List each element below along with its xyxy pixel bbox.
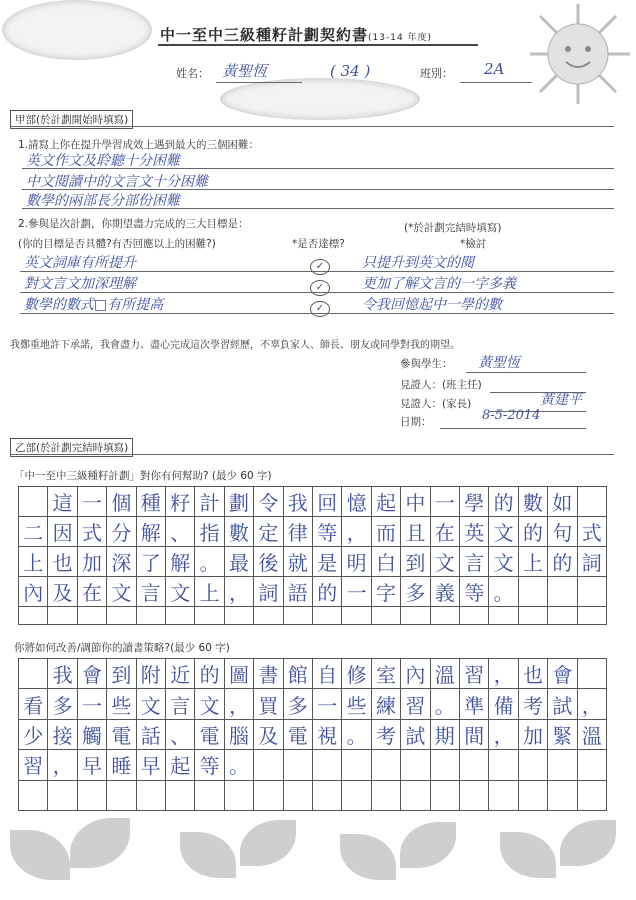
grid-cell <box>166 781 195 811</box>
grid-cell: 加 <box>78 547 107 577</box>
grid-cell: 的 <box>195 659 224 689</box>
grid-cell: 明 <box>342 547 371 577</box>
grid-cell: 的 <box>519 517 548 547</box>
part-a-heading: 甲部(於計劃開始時填寫) <box>10 110 133 129</box>
grid-cell: 多 <box>48 689 77 719</box>
grid-cell <box>78 607 107 625</box>
grid-cell: 言 <box>460 547 489 577</box>
grid-cell: 考 <box>372 720 401 750</box>
grid-cell <box>460 607 489 625</box>
grid-cell <box>254 781 283 811</box>
grid-cell <box>284 607 313 625</box>
grid-cell: 到 <box>107 659 136 689</box>
grid-cell: 。 <box>195 547 224 577</box>
grid-cell: 字 <box>372 577 401 607</box>
grid-cell: 也 <box>519 659 548 689</box>
grid-cell: 多 <box>401 577 430 607</box>
grid-cell: 句 <box>548 517 577 547</box>
checkmark-icon: ✓ <box>310 301 330 317</box>
grid-cell: 也 <box>48 547 77 577</box>
cloud-decoration-left <box>2 0 152 60</box>
grid-cell: 憶 <box>342 487 371 517</box>
grid-cell: 詞 <box>578 547 607 577</box>
grid-cell: 內 <box>19 577 48 607</box>
grid-cell: 上 <box>195 577 224 607</box>
checkmark-icon: ✓ <box>310 280 330 296</box>
leaf-decoration <box>400 822 456 868</box>
grid-cell <box>548 577 577 607</box>
grid-cell: 睡 <box>107 750 136 780</box>
title-text: 中一至中三級種籽計劃契約書 <box>160 26 369 44</box>
leaf-decoration <box>340 834 396 880</box>
grid-cell: 二 <box>19 517 48 547</box>
grid-cell <box>460 781 489 811</box>
grid-cell: 就 <box>284 547 313 577</box>
grid-cell <box>19 487 48 517</box>
grid-cell: 英 <box>460 517 489 547</box>
grid-cell: 律 <box>284 517 313 547</box>
grid-cell: 早 <box>78 750 107 780</box>
leaf-decoration <box>240 820 296 866</box>
grid-cell: 。 <box>225 750 254 780</box>
grid-cell: 近 <box>166 659 195 689</box>
goal-3: 數學的數式□有所提高 <box>24 297 164 313</box>
grid-cell: 內 <box>401 659 430 689</box>
grid-cell: 習 <box>401 689 430 719</box>
grid-cell <box>401 750 430 780</box>
grid-cell <box>372 750 401 780</box>
grid-cell: 種 <box>137 487 166 517</box>
grid-cell: 期 <box>431 720 460 750</box>
q2-label: 2.參與是次計劃，你期望盡力完成的三大目標是： <box>18 218 249 230</box>
grid-cell: 及 <box>254 720 283 750</box>
grid-cell <box>372 781 401 811</box>
goal-3-review: 令我回憶起中一學的數 <box>362 297 502 313</box>
grid-cell <box>254 750 283 780</box>
goal-2-review: 更加了解文言的一字多義 <box>362 276 516 292</box>
grid-cell: 溫 <box>578 720 607 750</box>
difficulty-3: 數學的兩部長分部份困難 <box>26 193 180 209</box>
grid-cell: 起 <box>372 487 401 517</box>
grid-cell <box>313 750 342 780</box>
grid-cell <box>548 750 577 780</box>
grid-cell <box>195 607 224 625</box>
grid-cell: 解 <box>166 547 195 577</box>
grid-cell: 文 <box>137 689 166 719</box>
grid-cell: ， <box>225 577 254 607</box>
date-label: 日期： <box>400 416 432 428</box>
grid-cell: 緊 <box>548 720 577 750</box>
grid-cell <box>578 577 607 607</box>
grid-cell: 這 <box>48 487 77 517</box>
grid-cell <box>548 781 577 811</box>
grid-cell: 文 <box>489 517 518 547</box>
grid-cell: 腦 <box>225 720 254 750</box>
grid-cell: ， <box>489 659 518 689</box>
grid-cell <box>19 659 48 689</box>
grid-cell: 圖 <box>225 659 254 689</box>
grid-cell: 電 <box>284 720 313 750</box>
year-note: (13-14 年度) <box>368 33 433 43</box>
grid-cell <box>548 607 577 625</box>
grid-cell: 會 <box>548 659 577 689</box>
grid-cell: 計 <box>195 487 224 517</box>
student-sign-label: 參與學生： <box>400 358 453 370</box>
grid-cell: 室 <box>372 659 401 689</box>
grid-cell: 早 <box>137 750 166 780</box>
grid-cell <box>107 607 136 625</box>
grid-cell: ， <box>48 750 77 780</box>
grid-cell: 一 <box>313 689 342 719</box>
grid-cell: 白 <box>372 547 401 577</box>
grid-cell: 一 <box>78 689 107 719</box>
leaf-decoration <box>70 818 130 868</box>
grid-cell: ， <box>578 689 607 719</box>
grid-cell: 數 <box>519 487 548 517</box>
q2-note: (*於計劃完結時填寫) <box>404 222 502 234</box>
grid-cell: 義 <box>431 577 460 607</box>
grid-cell: 指 <box>195 517 224 547</box>
grid-cell: 加 <box>519 720 548 750</box>
answer-grid-2 <box>18 658 607 811</box>
student-signature: 黃聖恆 <box>478 355 520 371</box>
leaf-decoration <box>10 830 70 880</box>
witness-teacher-label: 見證人：(班主任) <box>400 379 482 391</box>
grid-cell <box>460 750 489 780</box>
q2-sub: (你的目標是否具體?有否回應以上的困難?) <box>18 238 216 250</box>
leaf-decoration <box>180 832 236 878</box>
grid-cell: 定 <box>254 517 283 547</box>
grid-cell <box>48 781 77 811</box>
grid-cell: 等 <box>195 750 224 780</box>
grid-cell <box>19 607 48 625</box>
grid-cell <box>489 607 518 625</box>
grid-cell: 言 <box>137 577 166 607</box>
grid-cell: 備 <box>489 689 518 719</box>
grid-cell <box>107 781 136 811</box>
grid-cell: 上 <box>19 547 48 577</box>
part-b-q2-label: 你將如何改善/調節你的讀書策略?(最少 60 字) <box>14 642 230 654</box>
grid-cell: 及 <box>48 577 77 607</box>
student-number: ( 34 ) <box>330 62 371 80</box>
grid-cell: 自 <box>313 659 342 689</box>
grid-cell: 視 <box>313 720 342 750</box>
grid-cell: 回 <box>313 487 342 517</box>
grid-cell: 觸 <box>78 720 107 750</box>
goal-2: 對文言文加深理解 <box>24 276 136 292</box>
grid-cell <box>254 607 283 625</box>
grid-cell: 話 <box>137 720 166 750</box>
difficulty-1: 英文作文及聆聽十分困難 <box>26 153 180 169</box>
grid-cell: 文 <box>195 689 224 719</box>
grid-cell: 的 <box>313 577 342 607</box>
grid-cell: 分 <box>107 517 136 547</box>
grid-cell: 的 <box>489 487 518 517</box>
grid-cell <box>284 781 313 811</box>
grid-cell <box>225 781 254 811</box>
goal-row-3 <box>20 294 614 314</box>
grid-cell <box>519 607 548 625</box>
grid-cell: 在 <box>431 517 460 547</box>
grid-cell: 。 <box>431 689 460 719</box>
grid-cell <box>48 607 77 625</box>
grid-cell: 在 <box>78 577 107 607</box>
grid-cell: 附 <box>137 659 166 689</box>
grid-cell: 試 <box>548 689 577 719</box>
witness-parent-label: 見證人：(家長) <box>400 398 472 410</box>
grid-cell: 的 <box>548 547 577 577</box>
grid-cell: 電 <box>107 720 136 750</box>
grid-cell: 是 <box>313 547 342 577</box>
grid-cell: 一 <box>78 487 107 517</box>
grid-cell: 籽 <box>166 487 195 517</box>
grid-cell: 些 <box>107 689 136 719</box>
difficulty-2: 中文閱讀中的文言文十分困難 <box>26 174 208 190</box>
class-label: 班別： <box>420 67 453 80</box>
part-b-heading: 乙部(於計劃完結時填寫) <box>10 438 133 457</box>
grid-cell: 如 <box>548 487 577 517</box>
grid-cell: 到 <box>401 547 430 577</box>
grid-cell: 而 <box>372 517 401 547</box>
grid-cell: 間 <box>460 720 489 750</box>
grid-cell: 式 <box>78 517 107 547</box>
answer-grid-1 <box>18 486 607 625</box>
grid-cell: 深 <box>107 547 136 577</box>
grid-cell: 、 <box>166 720 195 750</box>
grid-cell <box>137 607 166 625</box>
grid-cell: 電 <box>195 720 224 750</box>
grid-cell <box>342 607 371 625</box>
grid-cell <box>166 607 195 625</box>
grid-cell: 文 <box>431 547 460 577</box>
grid-cell: 我 <box>284 487 313 517</box>
grid-cell <box>195 781 224 811</box>
grid-cell: 解 <box>137 517 166 547</box>
grid-cell: 看 <box>19 689 48 719</box>
grid-cell: 令 <box>254 487 283 517</box>
grid-cell: 一 <box>431 487 460 517</box>
grid-cell: 了 <box>137 547 166 577</box>
pledge-statement: 我鄭重地許下承諾，我會盡力、盡心完成這次學習經歷，不辜負家人、師長、朋友或同學對我的期望。 <box>10 340 460 351</box>
grid-cell: 語 <box>284 577 313 607</box>
sun-icon <box>520 2 636 106</box>
name-value: 黃聖恆 <box>222 62 268 80</box>
grid-cell: 文 <box>489 547 518 577</box>
grid-cell <box>578 607 607 625</box>
grid-cell: 最 <box>225 547 254 577</box>
cloud-decoration-mid <box>220 78 420 120</box>
grid-cell: 練 <box>372 689 401 719</box>
grid-cell <box>137 781 166 811</box>
grid-cell <box>284 750 313 780</box>
grid-cell: ， <box>225 689 254 719</box>
grid-cell: 因 <box>48 517 77 547</box>
grid-cell <box>372 607 401 625</box>
goal-1: 英文詞庫有所提升 <box>24 255 136 271</box>
grid-cell: 接 <box>48 720 77 750</box>
grid-cell: 言 <box>166 689 195 719</box>
grid-cell: ， <box>342 517 371 547</box>
grid-cell: 館 <box>284 659 313 689</box>
page-title <box>160 24 432 45</box>
reached-label: *是否達標? <box>292 238 345 250</box>
grid-cell <box>313 781 342 811</box>
grid-cell <box>431 607 460 625</box>
grid-cell: 試 <box>401 720 430 750</box>
grid-cell: 些 <box>342 689 371 719</box>
grid-cell: 起 <box>166 750 195 780</box>
grid-cell: 上 <box>519 547 548 577</box>
grid-cell: 我 <box>48 659 77 689</box>
grid-cell <box>519 577 548 607</box>
grid-cell: 劃 <box>225 487 254 517</box>
name-label: 姓名： <box>176 67 209 80</box>
grid-cell: 文 <box>107 577 136 607</box>
grid-cell: 。 <box>342 720 371 750</box>
grid-cell: 文 <box>166 577 195 607</box>
grid-cell <box>342 750 371 780</box>
grid-cell <box>578 781 607 811</box>
date-value: 8-5-2014 <box>482 408 541 423</box>
part-b-q1-label: 「中一至中三級種籽計劃」對你有何幫助? (最少 60 字) <box>14 470 272 482</box>
q1-label: 1.請寫上你在提升學習成效上遇到最大的三個困難： <box>18 139 260 151</box>
grid-cell <box>519 781 548 811</box>
grid-cell <box>401 781 430 811</box>
grid-cell <box>519 750 548 780</box>
grid-cell: 且 <box>401 517 430 547</box>
grid-cell: 買 <box>254 689 283 719</box>
grid-cell <box>489 750 518 780</box>
grid-cell <box>489 781 518 811</box>
grid-cell: 考 <box>519 689 548 719</box>
grid-cell <box>225 607 254 625</box>
leaf-decoration <box>560 820 616 866</box>
grid-cell: ， <box>489 720 518 750</box>
grid-cell: 準 <box>460 689 489 719</box>
grid-cell: 多 <box>284 689 313 719</box>
grid-cell: 一 <box>342 577 371 607</box>
grid-cell: 修 <box>342 659 371 689</box>
grid-cell: 詞 <box>254 577 283 607</box>
grid-cell: 中 <box>401 487 430 517</box>
grid-cell <box>578 659 607 689</box>
grid-cell: 後 <box>254 547 283 577</box>
checkmark-icon: ✓ <box>310 259 330 275</box>
class-value: 2A <box>484 60 505 78</box>
leaf-decoration <box>500 832 556 878</box>
grid-cell: 學 <box>460 487 489 517</box>
grid-cell: 少 <box>19 720 48 750</box>
grid-cell: 習 <box>460 659 489 689</box>
grid-cell: 、 <box>166 517 195 547</box>
grid-cell: 書 <box>254 659 283 689</box>
grid-cell: 會 <box>78 659 107 689</box>
grid-cell <box>431 781 460 811</box>
goal-row-1 <box>20 252 614 272</box>
grid-cell <box>19 781 48 811</box>
grid-cell: 數 <box>225 517 254 547</box>
witness-parent-signature: 黃建平 <box>540 392 582 408</box>
grid-cell: 溫 <box>431 659 460 689</box>
review-label: *檢討 <box>460 238 487 250</box>
grid-cell <box>78 781 107 811</box>
grid-cell <box>578 750 607 780</box>
grid-cell: 。 <box>489 577 518 607</box>
grid-cell <box>313 607 342 625</box>
grid-cell <box>431 750 460 780</box>
grid-cell <box>578 487 607 517</box>
goal-row-2 <box>20 273 614 293</box>
goal-1-review: 只提升到英文的閱 <box>362 255 474 271</box>
grid-cell: 式 <box>578 517 607 547</box>
grid-cell: 習 <box>19 750 48 780</box>
grid-cell <box>342 781 371 811</box>
grid-cell: 等 <box>313 517 342 547</box>
grid-cell: 等 <box>460 577 489 607</box>
grid-cell <box>401 607 430 625</box>
grid-cell: 個 <box>107 487 136 517</box>
